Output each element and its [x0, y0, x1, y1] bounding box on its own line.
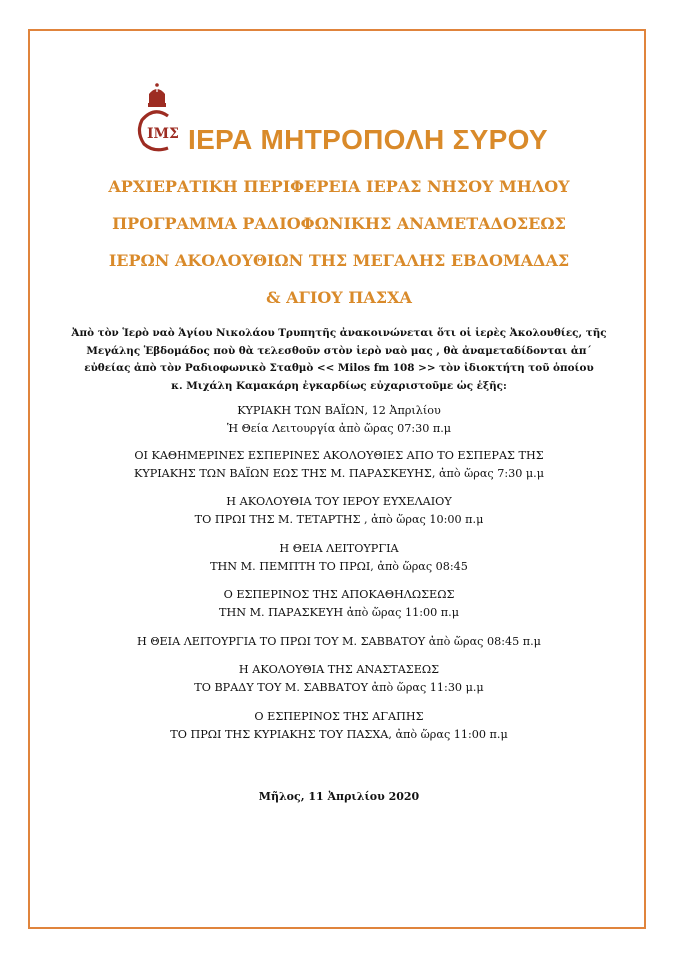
crest-monogram: ΙΜΣ [147, 126, 179, 142]
schedule-item [0, 633, 678, 651]
schedule-time: ΤΟ ΠΡΩΙ ΤΗΣ Μ. ΤΕΤΑΡΤΗΣ , ἀπὸ ὥρας 10:00 π.μ [194, 512, 484, 526]
schedule-item [0, 447, 678, 482]
schedule-title: ΚΥΡΙΑΚΗ ΤΩΝ ΒΑΪΩΝ, 12 Ἀπριλίου [237, 404, 441, 417]
subtitle-line-2: ΠΡΟΓΡΑΜΜΑ ΡΑΔΙΟΦΩΝΙΚΗΣ ΑΝΑΜΕΤΑΔΟΣΕΩΣ [112, 214, 566, 233]
intro-line: εὐθείας ἀπὸ τὸν Ραδιοφωνικὸ Σταθμὸ << Milos fm 108 >> τὸν ἰδιοκτήτη τοῦ ὁποίου [84, 362, 594, 374]
schedule-time: Ἡ Θεία Λειτουργία ἀπὸ ὥρας 07:30 π.μ [226, 421, 452, 435]
schedule-title: Ο ΕΣΠΕΡΙΝΟΣ ΤΗΣ ΑΓΑΠΗΣ [254, 710, 424, 723]
page-title: ΙΕΡΑ ΜΗΤΡΟΠΟΛΗ ΣΥΡΟΥ [188, 124, 548, 155]
intro-line: Μεγάλης Ἑβδομάδος ποὺ θὰ τελεσθοῦν στὸν ἱερὸ ναὸ μας , θὰ ἀναμεταδίδονται ἀπ΄ [86, 344, 592, 357]
schedule-item [0, 540, 678, 575]
intro-line: κ. Μιχάλη Καμακάρη ἐγκαρδίως εὐχαριστοῦμε ὡς ἑξῆς: [171, 379, 507, 392]
schedule-time: ΚΥΡΙΑΚΗΣ ΤΩΝ ΒΑΪΩΝ ΕΩΣ ΤΗΣ Μ. ΠΑΡΑΣΚΕΥΗΣ, ἀπὸ ὥρας 7:30 μ.μ [133, 466, 545, 480]
schedule-title: Η ΑΚΟΛΟΥΘΙΑ ΤΗΣ ΑΝΑΣΤΑΣΕΩΣ [238, 663, 440, 676]
schedule-title: Η ΑΚΟΛΟΥΘΙΑ ΤΟΥ ΙΕΡΟΥ ΕΥΧΕΛΑΙΟΥ [226, 495, 452, 508]
document-date: Μῆλος, 11 Ἀπριλίου 2020 [258, 790, 420, 803]
intro-line: Ἀπὸ τὸν Ἱερὸ ναὸ Ἁγίου Νικολάου Τρυπητῆς ἀνακοινώνεται ὅτι οἱ ἱερὲς Ἀκολουθίες, τῆς [71, 327, 607, 339]
schedule-title: ΟΙ ΚΑΘΗΜΕΡΙΝΕΣ ΕΣΠΕΡΙΝΕΣ ΑΚΟΛΟΥΘΙΕΣ ΑΠΟ ΤΟ ΕΣΠΕΡΑΣ ΤΗΣ [134, 449, 544, 462]
schedule-item [0, 402, 678, 437]
schedule-time: ΤΟ ΠΡΩΙ ΤΗΣ ΚΥΡΙΑΚΗΣ ΤΟΥ ΠΑΣΧΑ, ἀπὸ ὥρας 11:00 π.μ [170, 727, 508, 741]
schedule-title: Η ΘΕΙΑ ΛΕΙΤΟΥΡΓΙΑ ΤΟ ΠΡΩΙ ΤΟΥ Μ. ΣΑΒΒΑΤΟΥ ἀπὸ ὥρας 08:45 π.μ [137, 635, 541, 648]
subtitle-line-4: & ΑΓΙΟΥ ΠΑΣΧΑ [266, 288, 412, 307]
schedule-time: ΤΗΝ Μ. ΠΑΡΑΣΚΕΥΗ ἀπὸ ὥρας 11:00 π.μ [219, 605, 459, 619]
schedule-item [0, 493, 678, 528]
schedule-title: Ο ΕΣΠΕΡΙΝΟΣ ΤΗΣ ΑΠΟΚΑΘΗΛΩΣΕΩΣ [223, 588, 455, 601]
subtitle-line-1: ΑΡΧΙΕΡΑΤΙΚΗ ΠΕΡΙΦΕΡΕΙΑ ΙΕΡΑΣ ΝΗΣΟΥ ΜΗΛΟΥ [108, 177, 570, 196]
schedule-time: ΤΟ ΒΡΑΔΥ ΤΟΥ Μ. ΣΑΒΒΑΤΟΥ ἀπὸ ὥρας 11:30 μ.μ [194, 680, 484, 694]
schedule-title: Η ΘΕΙΑ ΛΕΙΤΟΥΡΓΙΑ [279, 542, 399, 555]
intro-paragraph [60, 325, 618, 395]
schedule-item [0, 708, 678, 743]
schedule-item [0, 586, 678, 621]
schedule-time: ΤΗΝ Μ. ΠΕΜΠΤΗ ΤΟ ΠΡΩΙ, ἀπὸ ὥρας 08:45 [210, 559, 468, 573]
schedule-item [0, 661, 678, 696]
metropolis-crest-icon [134, 82, 180, 154]
subtitle-line-3: ΙΕΡΩΝ ΑΚΟΛΟΥΘΙΩΝ ΤΗΣ ΜΕΓΑΛΗΣ ΕΒΔΟΜΑΔΑΣ [108, 251, 570, 270]
